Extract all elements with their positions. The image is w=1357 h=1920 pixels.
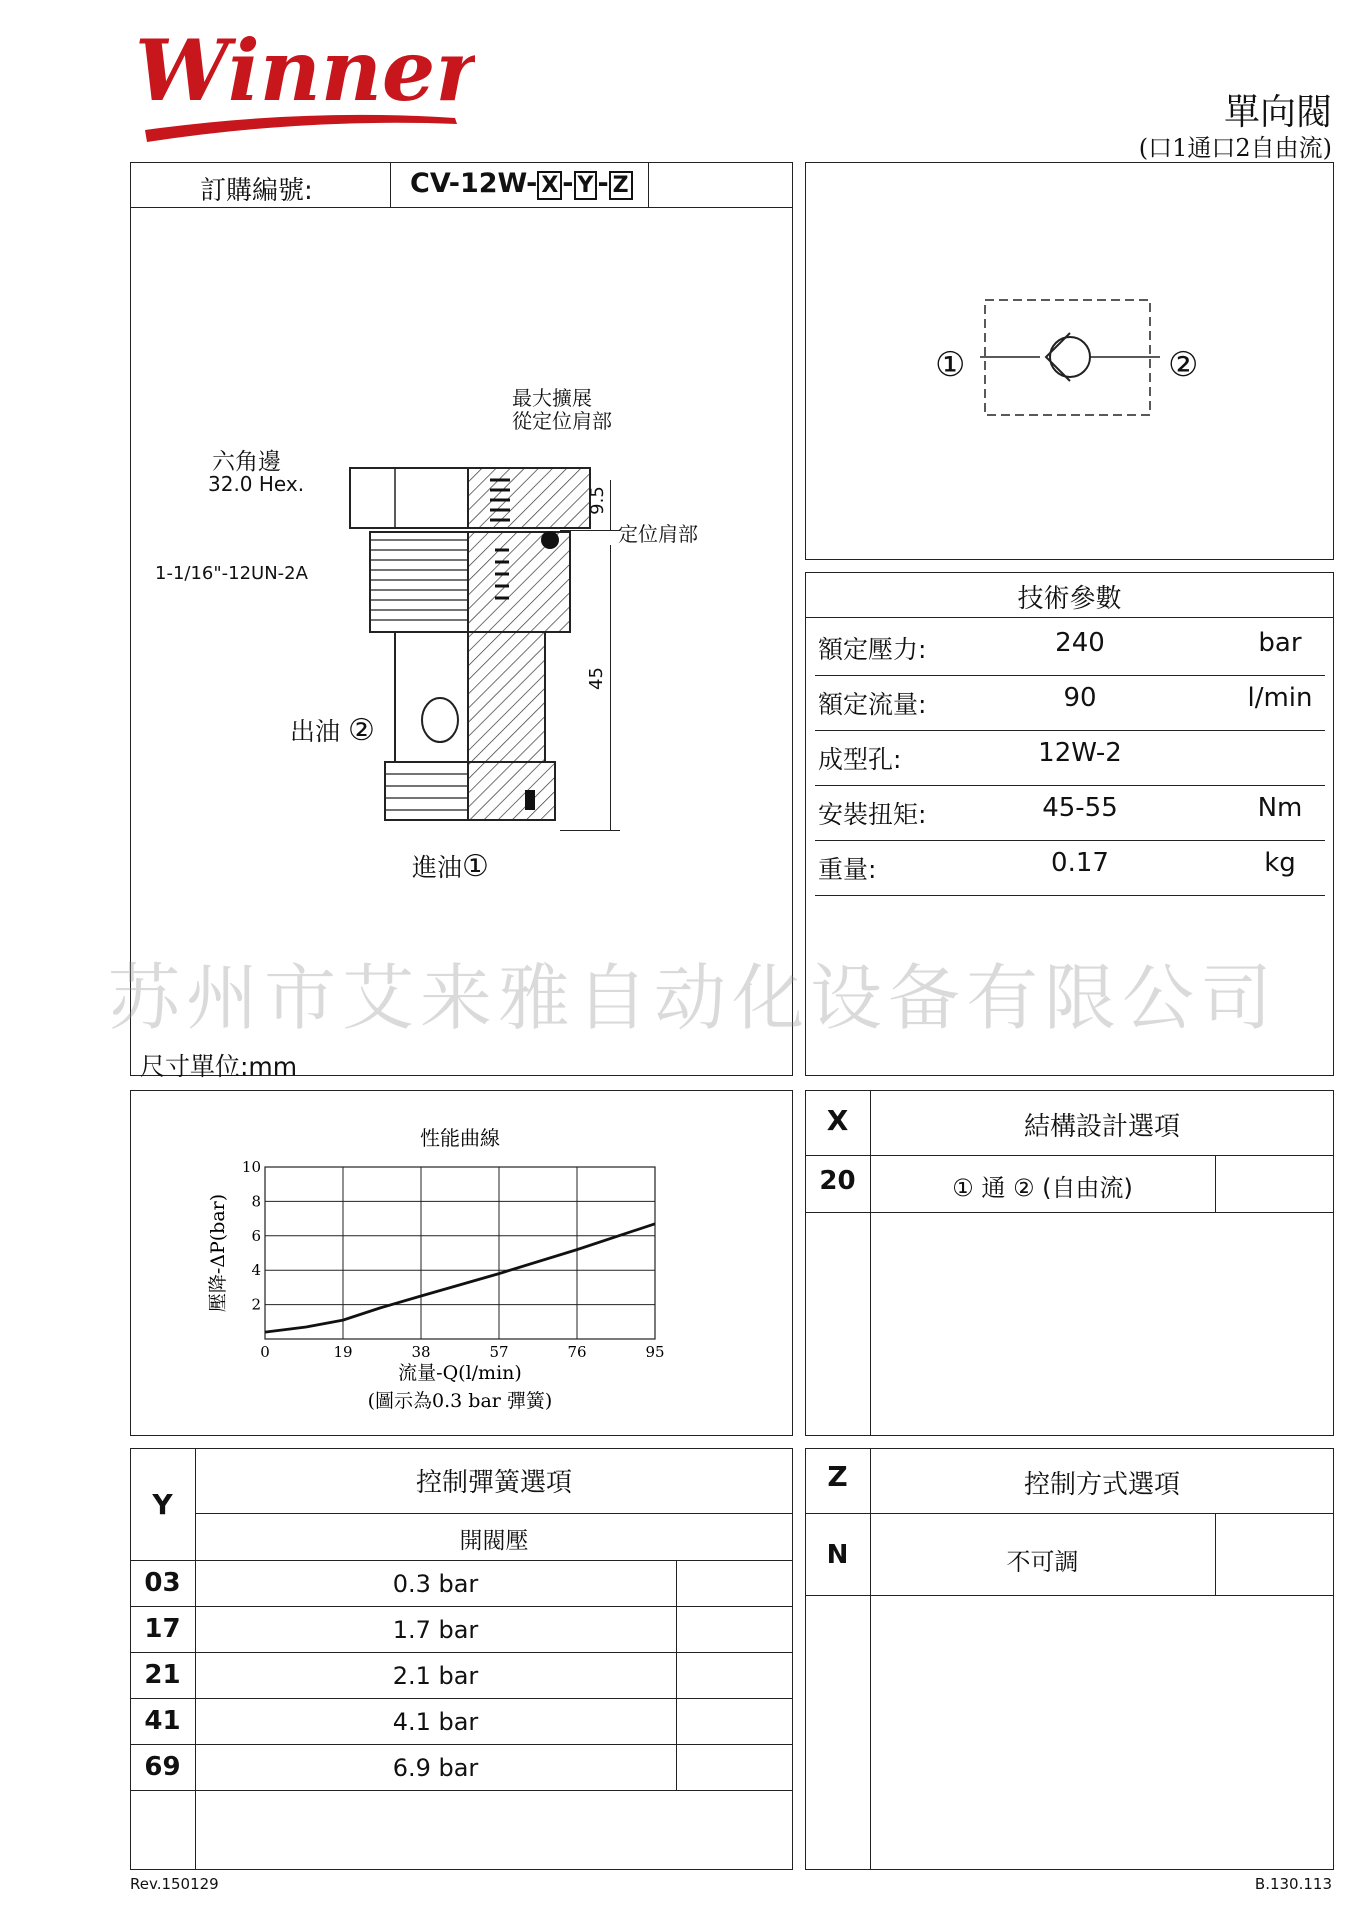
spec-label: 成型孔: xyxy=(818,745,902,774)
x-row-code: 20 xyxy=(819,1166,856,1196)
page-code: B.130.113 xyxy=(1254,1875,1332,1893)
spec-unit: l/min xyxy=(1247,683,1313,713)
chart-ytick-label: 2 xyxy=(251,1295,261,1314)
dim-9-5: 9.5 xyxy=(586,486,608,515)
chart-xtick-label: 19 xyxy=(333,1343,353,1361)
chart-note: (圖示為0.3 bar 彈簧) xyxy=(367,1390,553,1412)
z-header: Z xyxy=(827,1460,848,1493)
spec-divider xyxy=(815,730,1325,731)
inlet-label: 進油① xyxy=(412,849,489,884)
hex-size: 32.0 Hex. xyxy=(208,472,305,496)
y-row-code: 69 xyxy=(144,1752,181,1782)
order-y-slot: Y xyxy=(574,171,598,200)
chart-ytick-label: 6 xyxy=(251,1226,261,1245)
outlet-label: 出油 ② xyxy=(290,713,375,748)
chart-xtick-label: 95 xyxy=(645,1343,665,1361)
y-row-code: 21 xyxy=(144,1660,181,1690)
spec-divider xyxy=(815,895,1325,896)
logo-text: Winner xyxy=(135,21,475,120)
y-subtitle: 開閥壓 xyxy=(459,1528,529,1554)
specs-title: 技術參數 xyxy=(1017,584,1122,614)
chart-frame xyxy=(265,1167,655,1339)
spec-divider xyxy=(815,675,1325,676)
spec-divider xyxy=(815,785,1325,786)
y-title: 控制彈簧選項 xyxy=(415,1468,572,1498)
chart-title: 性能曲線 xyxy=(420,1126,500,1150)
spec-unit: bar xyxy=(1258,628,1302,658)
check-valve-symbol xyxy=(980,295,1160,425)
revision: Rev.150129 xyxy=(130,1875,219,1893)
chart-ytick-label: 10 xyxy=(241,1158,261,1176)
symbol-port-2: ② xyxy=(1168,345,1199,385)
chart-xtick-label: 76 xyxy=(567,1343,587,1361)
y-divider xyxy=(130,1560,793,1561)
chart-ytick-label: 4 xyxy=(251,1261,261,1280)
watermark: 苏州市艾来雅自动化设备有限公司 xyxy=(108,956,1279,1040)
symbol-port-1: ① xyxy=(935,345,966,385)
spec-label: 安裝扭矩: xyxy=(818,800,927,829)
max-ext-line2: 從定位肩部 xyxy=(512,409,612,433)
chart-ylabel: 壓降-ΔP(bar) xyxy=(207,1193,229,1313)
y-row-value: 1.7 bar xyxy=(392,1616,479,1644)
spec-unit: kg xyxy=(1264,848,1296,878)
hex-label: 六角邊 xyxy=(212,449,281,475)
spec-value: 12W-2 xyxy=(1038,738,1122,768)
spec-divider xyxy=(815,840,1325,841)
y-row-value: 0.3 bar xyxy=(392,1570,479,1598)
y-divider xyxy=(130,1744,793,1745)
order-z-slot: Z xyxy=(609,171,633,200)
y-row-value: 6.9 bar xyxy=(392,1754,479,1782)
y-row-code: 17 xyxy=(144,1614,181,1644)
y-row-code: 41 xyxy=(144,1706,181,1736)
chart-xtick-label: 0 xyxy=(260,1343,270,1361)
order-code: CV-12W- X - Y - Z xyxy=(410,168,633,199)
spec-value: 90 xyxy=(1063,683,1097,713)
page-title: 單向閥 xyxy=(1223,92,1332,133)
y-options-table xyxy=(130,1448,793,1870)
z-options-table xyxy=(805,1448,1334,1870)
chart-ytick-label: 8 xyxy=(251,1192,261,1211)
spec-label: 重量: xyxy=(818,855,877,884)
y-row-value: 2.1 bar xyxy=(392,1662,479,1690)
y-row-code: 03 xyxy=(144,1568,181,1598)
performance-chart xyxy=(200,1125,680,1415)
chart-xtick-label: 57 xyxy=(489,1343,509,1361)
dim-45: 45 xyxy=(585,667,607,690)
y-col-divider xyxy=(676,1560,677,1790)
brand-logo xyxy=(125,18,475,148)
z-row-code: N xyxy=(826,1540,849,1570)
spec-label: 額定流量: xyxy=(818,690,927,719)
spec-unit: Nm xyxy=(1257,793,1303,823)
y-divider xyxy=(130,1790,793,1791)
shoulder-label: 定位肩部 xyxy=(618,522,698,546)
page-subtitle: (口1通口2自由流) xyxy=(1138,134,1332,162)
spec-value: 45-55 xyxy=(1042,793,1118,823)
spec-value: 240 xyxy=(1055,628,1105,658)
x-header: X xyxy=(826,1104,849,1137)
y-divider xyxy=(130,1652,793,1653)
x-title: 結構設計選項 xyxy=(1023,1112,1180,1142)
y-divider xyxy=(130,1606,793,1607)
y-header: Y xyxy=(152,1488,173,1521)
order-x-slot: X xyxy=(537,171,562,200)
thread-spec: 1-1/16"-12UN-2A xyxy=(155,563,308,584)
chart-xtick-label: 38 xyxy=(411,1343,431,1361)
chart-xlabel: 流量-Q(l/min) xyxy=(398,1362,522,1384)
y-row-value: 4.1 bar xyxy=(392,1708,479,1736)
order-code-label: 訂購編號: xyxy=(200,176,313,206)
max-ext-line1: 最大擴展 xyxy=(512,386,592,410)
y-divider xyxy=(130,1698,793,1699)
chart-series-line xyxy=(265,1224,655,1332)
spec-label: 額定壓力: xyxy=(818,635,927,664)
z-row-desc: 不可調 xyxy=(1006,1548,1079,1576)
x-row-desc: ① 通 ② (自由流) xyxy=(952,1174,1133,1202)
z-title: 控制方式選項 xyxy=(1023,1470,1180,1500)
spec-value: 0.17 xyxy=(1051,848,1109,878)
units-label: 尺寸單位:mm xyxy=(140,1052,298,1081)
